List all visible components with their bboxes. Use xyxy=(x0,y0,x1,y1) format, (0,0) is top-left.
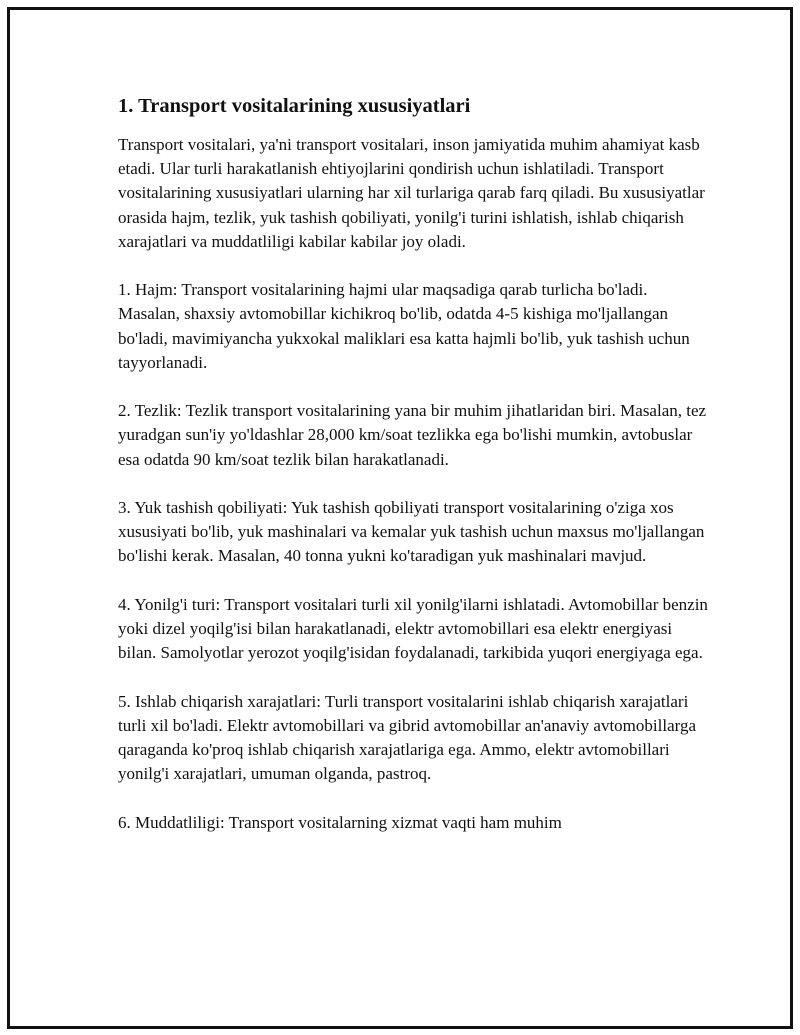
intro-paragraph: Transport vositalari, ya'ni transport vositalari, inson jamiyatida muhim ahamiyat kasb etadi. Ular turli harakatlanish ehtiyojlarini qondirish uchun ishlatiladi. Transport vositalarining xususiyatlari ularning har xil turlariga qarab farq qiladi. Bu xususiyatlar orasida hajm, tezlik, yuk tashish qobiliyati, yonilg'i turini ishlatish, ishlab chiqarish xarajatlari va muddatliligi kabilar kabilar joy oladi. xyxy=(118,135,705,251)
paragraph-xarajatlar: 5. Ishlab chiqarish xarajatlari: Turli transport vositalarini ishlab chiqarish xarajatlari turli xil bo'ladi. Elektr avtomobillari va gibrid avtomobillar an'anaviy avtomobillarga qaraganda ko'proq ishlab chiqarish xarajatlariga ega. Ammo, elektr avtomobillari yonilg'i xarajatlari, umuman olganda, pastroq. xyxy=(118,691,697,784)
paragraph-hajm: 1. Hajm: Transport vositalarining hajmi ular maqsadiga qarab turlicha bo'ladi. Masalan, shaxsiy avtomobillar kichikroq bo'lib, odatda 4-5 kishiga mo'ljallangan bo'ladi, mavimiyancha yukxokal maliklari esa katta hajmli bo'lib, yuk tashish uchun tayyorlanadi. xyxy=(118,280,690,372)
paragraph-yuk-tashish: 3. Yuk tashish qobiliyati: Yuk tashish qobiliyati transport vositalarining o'ziga xos xususiyati bo'lib, yuk mashinalari va kemalar yuk tashish uchun maxsus mo'ljallangan bo'lishi kerak. Masalan, 40 tonna yukni ko'taradigan yuk mashinalari mavjud. xyxy=(118,498,705,566)
document-title: 1. Transport vositalarining xususiyatlari xyxy=(118,95,471,117)
paragraph-tezlik: 2. Tezlik: Tezlik transport vositalarining yana bir muhim jihatlaridan biri. Masalan, tez yuradgan sun'iy yo'ldashlar 28,000 km/soat tezlikka ega bo'lishi mumkin, avtobuslar esa odatda 90 km/soat tezlik bilan harakatlanadi. xyxy=(118,401,707,469)
paragraph-muddatliligi: 6. Muddatliligi: Transport vositalarning xizmat vaqti ham muhim xyxy=(118,812,562,832)
document-body xyxy=(118,93,708,859)
paragraph-yonilgi-turi: 4. Yonilg'i turi: Transport vositalari turli xil yonilg'ilarni ishlatadi. Avtomobillar benzin yoki dizel yoqilg'isi bilan harakatlanadi, elektr avtomobillari esa elektr energiyasi bilan. Samolyotlar yerozot yoqilg'isidan foydalanadi, tarkibida yuqori energiyaga ega. xyxy=(118,594,708,663)
